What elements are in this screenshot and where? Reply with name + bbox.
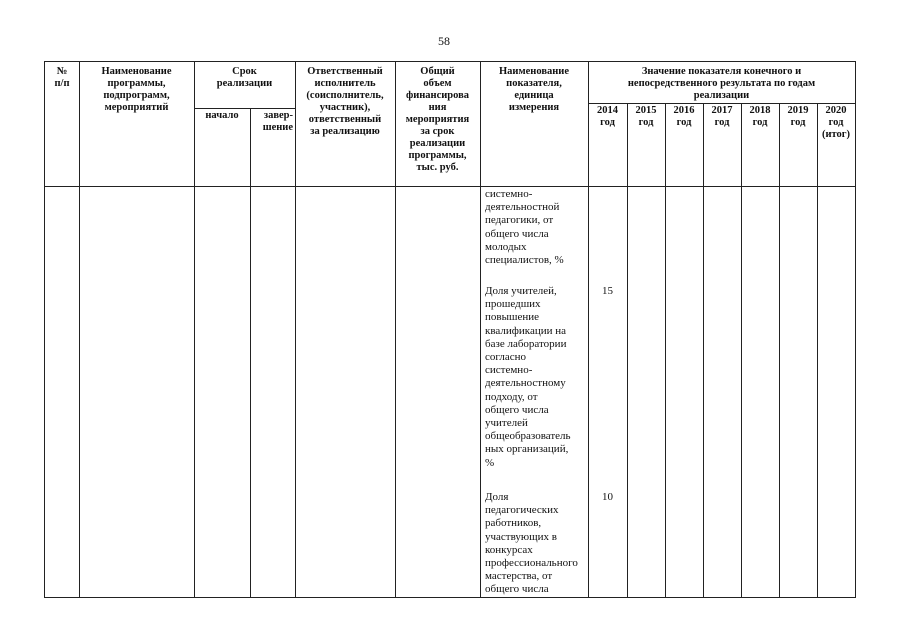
row-line xyxy=(45,186,855,187)
header-year-2016: 2016 год xyxy=(673,105,695,128)
indicator-cell: Доля учителей, прошедших повышение квалификации на базе лаборатории согласно системно- деятельностному подходу, от общего числа учителей общеобразователь ных организаций, % xyxy=(485,285,571,469)
header-period-start: начало xyxy=(205,110,239,121)
header-values: Значение показателя конечного и непосредственного результата по годам реализации xyxy=(627,66,816,101)
col-line xyxy=(480,62,481,597)
header-period-end: завер- шение xyxy=(262,110,293,133)
col-line xyxy=(817,103,818,597)
header-executor: Ответственный исполнитель (соисполнитель, участник), ответственный за реализацию xyxy=(306,66,384,137)
value-2014: 15 xyxy=(602,285,613,297)
header-year-2020: 2020 год (итог) xyxy=(821,105,851,140)
col-line xyxy=(741,103,742,597)
col-line xyxy=(779,103,780,597)
col-line xyxy=(194,62,195,597)
col-line xyxy=(79,62,80,597)
col-line xyxy=(627,103,628,597)
header-year-2014: 2014 год xyxy=(597,105,618,128)
header-year-2015: 2015 год xyxy=(635,105,657,128)
col-line xyxy=(250,108,251,597)
col-line xyxy=(665,103,666,597)
header-year-2018: 2018 год xyxy=(749,105,771,128)
value-2014: 10 xyxy=(602,491,613,503)
header-funding: Общий объем финансирова ния мероприятия за срок реализации программы, тыс. руб. xyxy=(405,66,470,173)
header-period: Срок реализации xyxy=(216,66,273,89)
row-line xyxy=(194,108,295,109)
page-number: 58 xyxy=(438,34,450,48)
indicator-table xyxy=(44,61,856,598)
col-line xyxy=(295,62,296,597)
row-line xyxy=(588,103,855,104)
header-year-2017: 2017 год xyxy=(711,105,733,128)
indicator-cell: Доля педагогических работников, участвующих в конкурсах профессионального мастерства, от общего числа xyxy=(485,491,578,596)
header-name: Наименование программы, подпрограмм, мероприятий xyxy=(101,66,172,113)
header-indicator: Наименование показателя, единица измерения xyxy=(499,66,569,113)
header-year-2019: 2019 год xyxy=(787,105,809,128)
header-num: № п/п xyxy=(54,66,70,89)
indicator-cell: системно- деятельностной педагогики, от общего числа молодых специалистов, % xyxy=(485,188,564,267)
col-line xyxy=(703,103,704,597)
